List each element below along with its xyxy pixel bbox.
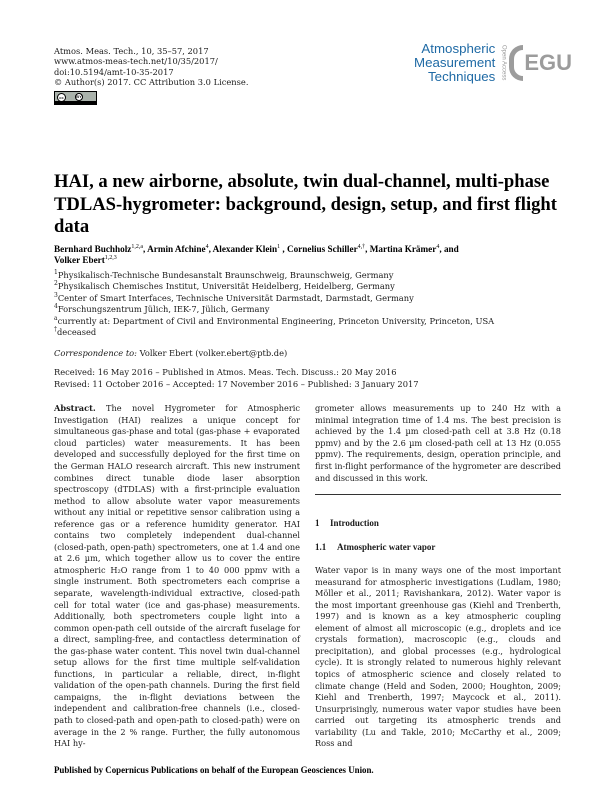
article-url[interactable]: www.atmos-meas-tech.net/10/35/2017/ xyxy=(54,56,218,67)
egu-logo-icon xyxy=(509,45,572,81)
attribution-icon: BY xyxy=(76,93,82,99)
correspondence-label: Correspondence to: xyxy=(54,348,137,359)
citation: Atmos. Meas. Tech., 10, 35–57, 2017 xyxy=(54,46,209,56)
journal-name-line1: Atmospheric xyxy=(421,41,496,56)
affiliation: $^2$Physikalisch Chemisches Institut, Universität Heidelberg, Heidelberg, Germany xyxy=(54,280,395,292)
abstract-text: The novel Hygrometer for Atmospheric Investigation (HAI) realizes a unique concept for simultaneous gas-phase and total (gas-phase + evaporated cloud particles) water measurements. It has been developed and successfully deployed for the first time on the German HALO research aircraft. This new instrument combines direct tunable diode laser absorption spectroscopy (dTDLAS) with a first-principle evaluation method to allow absolute water vapor measurements without any initial or repetitive sensor calibration using a reference gas or a reference humidity generator. HAI contains two completely independent dual-channel (closed-path, open-path) spectrometers, one at 1.4 and one at 2.6 µm, which together allow us to cover the entire atmospheric H₂O range from 1 to 40 000 ppmv with a single instrument. Both spectrometers each comprise a separate, wavelength-individual extractive, closed-path cell for total water (ice and gas-phase) measurements. Additionally, both spectrometers couple light into a common open-path cell outside of the aircraft fuselage for a direct, sampling-free, and contactless determination of the gas-phase water content. This novel twin dual-channel setup allows for the first time multiple self-validation functions, in particular a reliable, direct, in-flight validation of the open-path channels. During the first field campaigns, the in-flight deviations between the independent and calibration-free channels (i.e., closed-path to closed-path and open-path to closed-path) were on average in the 2 % range. Further, the fully autonomous HAI hy- xyxy=(54,403,300,749)
introduction-body xyxy=(315,565,561,750)
author: Alexander Klein$^1$ , xyxy=(212,243,287,254)
author: Bernhard Buchholz$^{1,2,a}$, xyxy=(54,243,148,254)
egu-ring-icon xyxy=(509,45,523,81)
section-heading-introduction xyxy=(315,517,561,529)
abstract-label: Abstract. xyxy=(54,403,96,414)
cc-by-license-badge[interactable] xyxy=(54,91,97,105)
creative-commons-icon: cc xyxy=(57,93,66,102)
journal-name-line2: Measurement xyxy=(414,55,496,70)
journal-info xyxy=(54,46,248,88)
journal-logo xyxy=(414,40,572,86)
affiliation: $^a$currently at: Department of Civil and Environmental Engineering, Princeton University, Princeton, USA xyxy=(54,315,495,326)
doi[interactable]: doi:10.5194/amt-10-35-2017 xyxy=(54,66,174,77)
abstract-text-continued: grometer allows measurements up to 240 Hz with a minimal integration time of 1.4 ms. The best precision is achieved by the 1.4 µm closed-path cell at 3.8 Hz (0.18 ppmv) and by the 2.6 µm closed-path cell at 13 Hz (0.055 ppmv). The requirements, design, operation principle, and first in-flight performance of the hygrometer are described and discussed in this work. xyxy=(315,403,561,483)
author: Martina Krämer$^4$, and xyxy=(369,243,459,254)
affiliation: †deceased xyxy=(54,326,97,338)
license-text: © Author(s) 2017. CC Attribution 3.0 License. xyxy=(54,77,249,88)
correspondence xyxy=(54,348,572,359)
dates-line-2: Revised: 11 October 2016 – Accepted: 17 November 2016 – Published: 3 January 2017 xyxy=(54,378,419,389)
two-column-body xyxy=(54,403,572,750)
section-number: 1 xyxy=(315,518,320,529)
header-left xyxy=(54,46,248,105)
abstract-left-column xyxy=(54,403,300,749)
section-title: Introduction xyxy=(330,518,379,529)
introduction-paragraph: Water vapor is in many ways one of the most important measurand for atmospheric investigations (Ludlam, 1980; Möller et al., 2011; Ravishankara, 2012). Water vapor is the most important greenhouse gas (Kiehl and Trenberth, 1997) and is known as a key atmospheric coupling element of almost all microscopic (e.g., droplets and ice crystals formation), macroscopic (e.g., clouds and precipitation), and global processes (e.g., hydrological cycle). It is strongly related to numerous highly relevant topics of atmospheric science and closely related to climate change (Held and Soden, 2000; Houghton, 2009; Kiehl and Trenberth, 1997; Maycock et al., 2011). Unsurprisingly, numerous water vapor studies have been carried out targeting its atmospheric trends and variability (Lu and Takle, 2010; McCarthy et al., 2009; Ross and xyxy=(315,565,561,749)
egu-letters: EGU xyxy=(524,50,572,75)
affiliation: $^1$Physikalisch-Technische Bundesanstalt Braunschweig, Braunschweig, Germany xyxy=(54,268,394,280)
publication-dates xyxy=(54,367,572,390)
right-column xyxy=(315,403,561,750)
affiliation: $^3$Center of Smart Interfaces, Technische Universität Darmstadt, Darmstadt, Germany xyxy=(54,291,414,303)
badge-strip xyxy=(55,101,96,104)
author-list xyxy=(54,244,574,266)
subsection-heading-water-vapor xyxy=(315,541,561,553)
subsection-number: 1.1 xyxy=(315,542,327,553)
author: Armin Afchine$^4$, xyxy=(147,243,213,254)
abstract-divider xyxy=(315,494,561,495)
correspondence-contact[interactable]: Volker Ebert (volker.ebert@ptb.de) xyxy=(139,348,288,359)
publisher-footer: Published by Copernicus Publications on behalf of the European Geosciences Union. xyxy=(54,764,374,775)
journal-name-line3: Techniques xyxy=(428,69,496,84)
title-line-1: HAI, a new airborne, absolute, twin dual-channel, multi-phase xyxy=(54,171,550,192)
affiliations xyxy=(54,270,572,340)
journal-name xyxy=(414,42,495,84)
author: Cornelius Schiller$^{4,\dagger}$, xyxy=(286,243,370,254)
paper-title xyxy=(54,171,574,239)
subsection-title: Atmospheric water vapor xyxy=(337,542,436,553)
page-header xyxy=(54,41,572,120)
affiliation: $^4$Forschungszentrum Jülich, IEK-7, Jülich, Germany xyxy=(54,303,270,315)
title-line-2: TDLAS-hygrometer: background, design, setup, and first flight data xyxy=(54,193,557,237)
open-access-label: Open Access xyxy=(500,45,507,81)
dates-line-1: Received: 16 May 2016 – Published in Atmos. Meas. Tech. Discuss.: 20 May 2016 xyxy=(54,367,397,378)
author: Volker Ebert$^{1,2,3}$ xyxy=(54,254,117,265)
